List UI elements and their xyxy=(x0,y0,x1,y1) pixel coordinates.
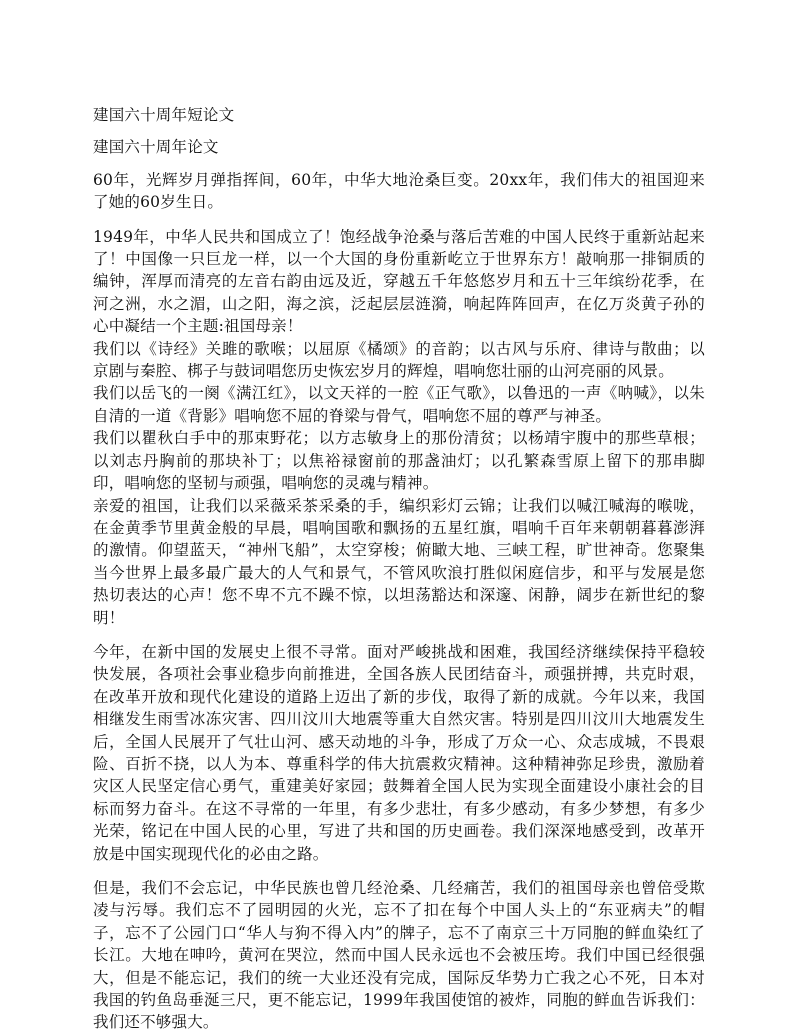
paragraph-this-year: 今年，在新中国的发展史上很不寻常。面对严峻挑战和困难，我国经济继续保持平稳较快发展，各项社会事业稳步向前推进，全国各族人民团结奋斗，顽强拼搏，共克时艰，在改革开放和现代化建设的道路上迈出了新的步伐，取得了新的成就。今年以来，我国相继发生雨雪冰冻灾害、四川汶川大地震等重大自然灾害。特别是四川汶川大地震发生后，全国人民展开了气壮山河、感天动地的斗争，形成了万众一心、众志成城，不畏艰险、百折不挠，以人为本、尊重科学的伟大抗震救灾精神。这种精神弥足珍贵，激励着灾区人民坚定信心勇气，重建美好家园；鼓舞着全国人民为实现全面建设小康社会的目标而努力奋斗。在这不寻常的一年里，有多少悲壮，有多少感动，有多少梦想，有多少光荣，铭记在中国人民的心里，写进了共和国的历史画卷。我们深深地感受到，改革开放是中国实现现代化的必由之路。 xyxy=(93,642,705,863)
paragraph-yuefei: 我们以岳飞的一阕《满江红》，以文天祥的一腔《正气歌》，以鲁迅的一声《呐喊》，以朱自清的一道《背影》唱响您不屈的脊梁与骨气，唱响您不屈的尊严与神圣。 xyxy=(93,384,705,425)
document-subtitle: 建国六十周年论文 xyxy=(93,138,219,157)
document-title: 建国六十周年短论文 xyxy=(93,106,235,124)
paragraph-shijing: 我们以《诗经》关雎的歌喉；以屈原《橘颂》的音韵；以古风与乐府、律诗与散曲；以京剧与秦腔、梆子与鼓词唱您历史恢宏岁月的辉煌，唱响您壮丽的山河亮丽的风景。 xyxy=(93,339,705,381)
paragraph-1949: 1949年，中华人民共和国成立了！饱经战争沧桑与落后苦难的中国人民终于重新站起来了！中国像一只巨龙一样，以一个大国的身份重新屹立于世界东方！敲响那一排铜质的编钟，浑厚而清亮的左音右韵由远及近，穿越五千年悠悠岁月和五十三年缤纷花季，在河之洲，水之湄，山之阳，海之滨，泛起层层涟漪，响起阵阵回声，在亿万炎黄子孙的心中凝结一个主题:祖国母亲！ xyxy=(93,227,705,336)
paragraph-never-forget: 但是，我们不会忘记，中华民族也曾几经沧桑、几经痛苦，我们的祖国母亲也曾倍受欺凌与污辱。我们忘不了园明园的火光，忘不了扣在每个中国人头上的“东亚病夫”的帽子，忘不了公园门口“华人与狗不得入内”的牌子，忘不了南京三十万同胞的鲜血染红了长江。大地在呻吟，黄河在哭泣，然而中国人民永远也不会被压垮。我们中国已经很强大，但是不能忘记，我们的统一大业还没有完成，国际反华势力亡我之心不死，日本对我国的钓鱼岛垂涎三尺，更不能忘记，1999年我国使馆的被炸，同胞的鲜血告诉我们：我们还不够强大。 xyxy=(93,879,705,1032)
paragraph-motherland: 亲爱的祖国，让我们以采薇采茶采桑的手，编织彩灯云锦；让我们以喊江喊海的喉咙，在金黄季节里黄金般的早晨，唱响国歌和飘扬的五星红旗，唱响千百年来朝朝暮暮澎湃的激情。仰望蓝天，“神州飞船”，太空穿梭；俯瞰大地、三峡工程，旷世神奇。您聚集当今世界上最多最广最大的人气和景气，不管风吹浪打胜似闲庭信步，和平与发展是您热切表达的心声！您不卑不亢不躁不惊，以坦荡豁达和深邃、闲静，阔步在新世纪的黎明！ xyxy=(93,496,705,627)
document-page xyxy=(93,104,705,1034)
paragraph-intro: 60年，光辉岁月弹指挥间，60年，中华大地沧桑巨变。20xx年，我们伟大的祖国迎来了她的60岁生日。 xyxy=(93,170,705,212)
paragraph-quqiubai: 我们以瞿秋白手中的那束野花；以方志敏身上的那份清贫；以杨靖宇腹中的那些草根；以刘志丹胸前的那块补丁；以焦裕禄窗前的那盏油灯；以孔繁森雪原上留下的那串脚印，唱响您的坚韧与顽强，唱响您的灵魂与精神。 xyxy=(93,429,705,493)
